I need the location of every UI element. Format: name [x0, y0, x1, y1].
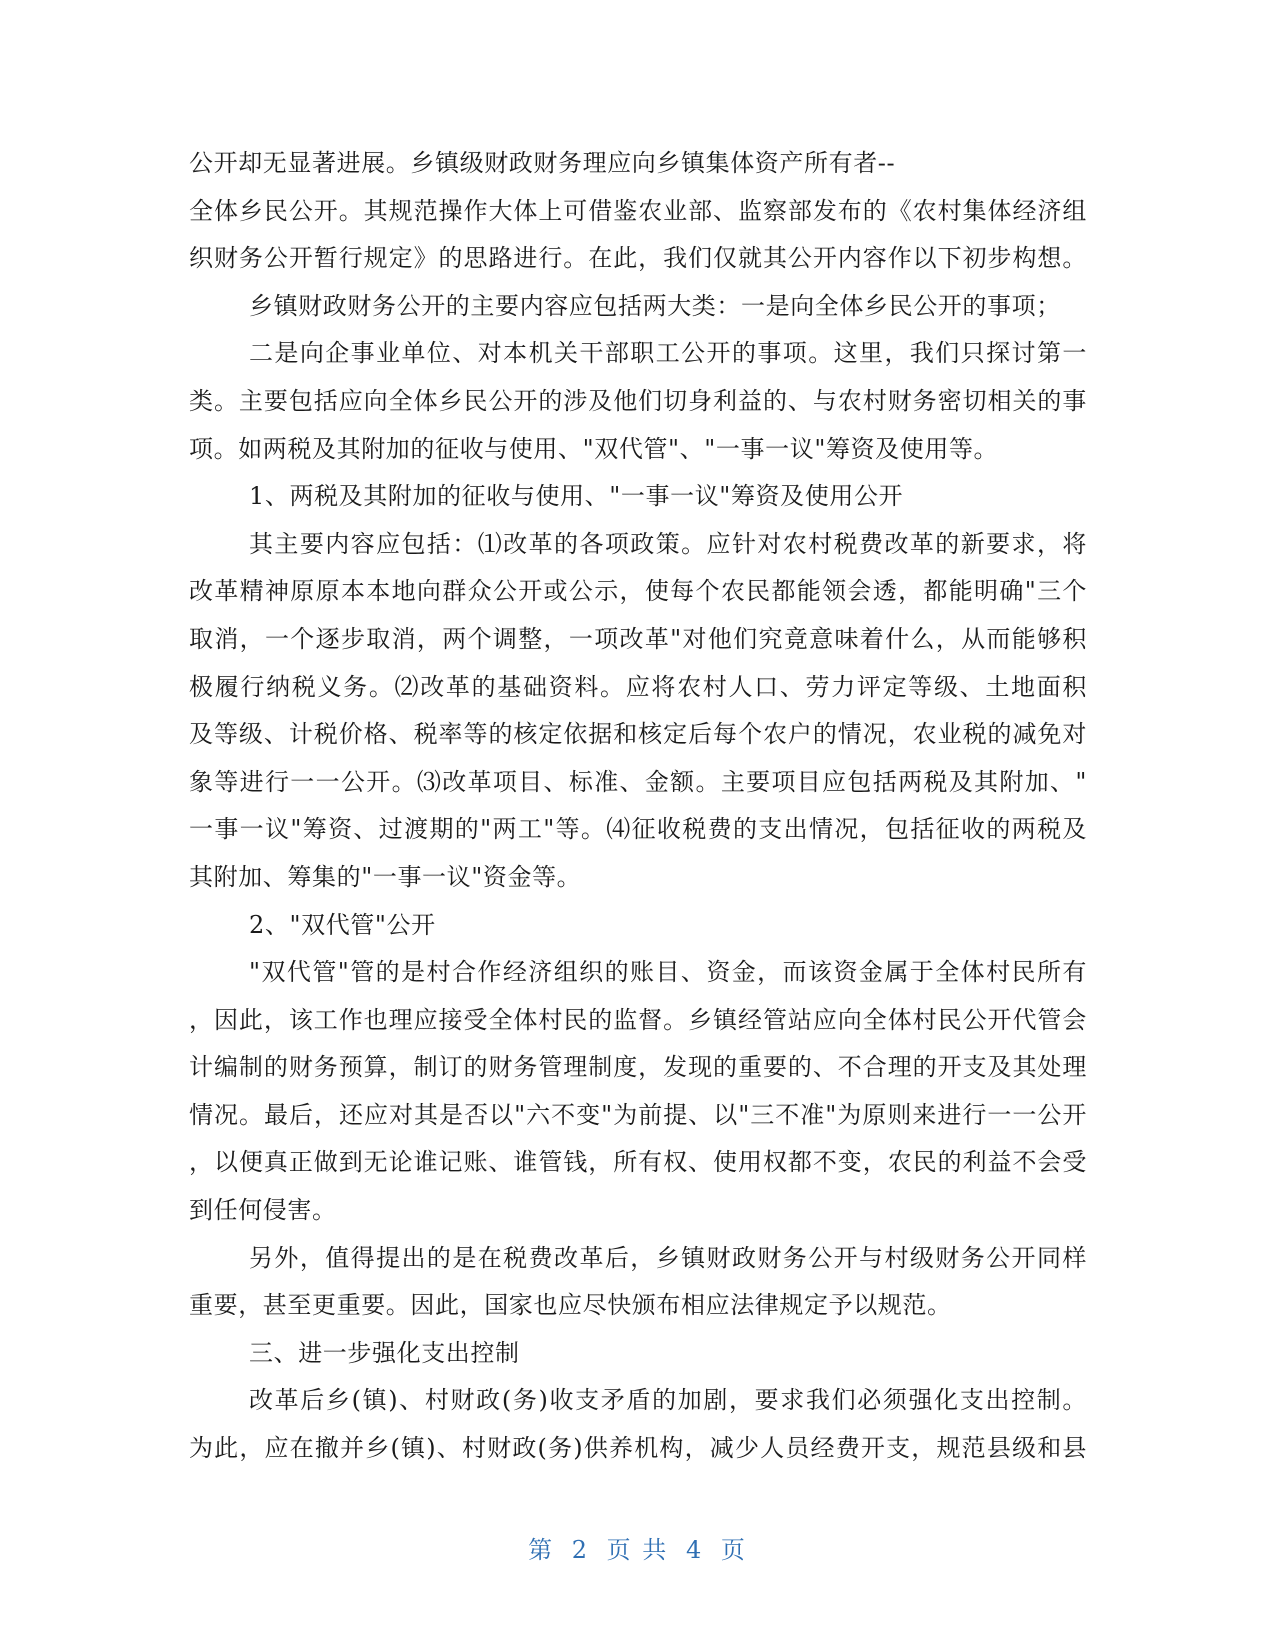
- current-page-number: 2: [571, 1536, 590, 1564]
- text-line: 为此，应在撤并乡(镇)、村财政(务)供养机构，减少人员经费开支，规范县级和县: [189, 1434, 1087, 1463]
- text-line: "双代管"管的是村合作经济组织的账目、资金，而该资金属于全体村民所有: [249, 958, 1087, 987]
- text-line: 极履行纳税义务。⑵改革的基础资料。应将农村人口、劳力评定等级、土地面积: [189, 672, 1087, 701]
- text-line: 改革后乡(镇)、村财政(务)收支矛盾的加剧，要求我们必须强化支出控制。: [249, 1386, 1087, 1415]
- text-line: 二是向企事业单位、对本机关干部职工公开的事项。这里，我们只探讨第一: [249, 339, 1087, 368]
- text-line: 情况。最后，还应对其是否以"六不变"为前提、以"三不准"为原则来进行一一公开: [189, 1100, 1087, 1129]
- text-line: 象等进行一一公开。⑶改革项目、标准、金额。主要项目应包括两税及其附加、": [189, 767, 1087, 796]
- text-line: 及等级、计税价格、税率等的核定依据和核定后每个农户的情况，农业税的减免对: [189, 720, 1087, 749]
- text-line: 一事一议"筹资、过渡期的"两工"等。⑷征收税费的支出情况，包括征收的两税及: [189, 815, 1087, 844]
- text-line: ，以便真正做到无论谁记账、谁管钱，所有权、使用权都不变，农民的利益不会受: [189, 1148, 1087, 1177]
- page-number-footer: [0, 1530, 1275, 1565]
- text-line: 乡镇财政财务公开的主要内容应包括两大类：一是向全体乡民公开的事项；: [249, 291, 1061, 320]
- text-line: 到任何侵害。: [189, 1196, 337, 1225]
- section-heading: 2、"双代管"公开: [249, 910, 436, 939]
- text-line: 类。主要包括应向全体乡民公开的涉及他们切身利益的、与农村财务密切相关的事: [189, 386, 1087, 415]
- footer-prefix: 第: [528, 1536, 555, 1564]
- text-line: ，因此，该工作也理应接受全体村民的监督。乡镇经管站应向全体村民公开代管会: [189, 1005, 1087, 1034]
- footer-suffix: 页: [720, 1536, 747, 1564]
- text-line: 计编制的财务预算，制订的财务管理制度，发现的重要的、不合理的开支及其处理: [189, 1053, 1087, 1082]
- text-line: 另外，值得提出的是在税费改革后，乡镇财政财务公开与村级财务公开同样: [249, 1243, 1087, 1272]
- document-body: [189, 140, 1087, 1473]
- section-heading: 1、两税及其附加的征收与使用、"一事一议"筹资及使用公开: [249, 482, 904, 511]
- text-line: 其附加、筹集的"一事一议"资金等。: [189, 862, 582, 891]
- text-line: 项。如两税及其附加的征收与使用、"双代管"、"一事一议"筹资及使用等。: [189, 434, 999, 463]
- text-line: 公开却无显著进展。乡镇级财政财务理应向乡镇集体资产所有者--: [189, 149, 896, 177]
- text-line: 改革精神原原本本地向群众公开或公示，使每个农民都能领会透，都能明确"三个: [189, 577, 1087, 606]
- text-line: 其主要内容应包括：⑴改革的各项政策。应针对农村税费改革的新要求，将: [249, 529, 1087, 558]
- text-line: 取消，一个逐步取消，两个调整，一项改革"对他们究竟意味着什么，从而能够积: [189, 624, 1087, 653]
- footer-middle: 页 共: [606, 1536, 669, 1564]
- total-page-count: 4: [685, 1536, 704, 1564]
- text-line: 重要，甚至更重要。因此，国家也应尽快颁布相应法律规定予以规范。: [189, 1291, 952, 1320]
- text-line: 织财务公开暂行规定》的思路进行。在此，我们仅就其公开内容作以下初步构想。: [189, 244, 1087, 273]
- text-line: 全体乡民公开。其规范操作大体上可借鉴农业部、监察部发布的《农村集体经济组: [189, 196, 1087, 225]
- section-heading: 三、进一步强化支出控制: [249, 1338, 520, 1367]
